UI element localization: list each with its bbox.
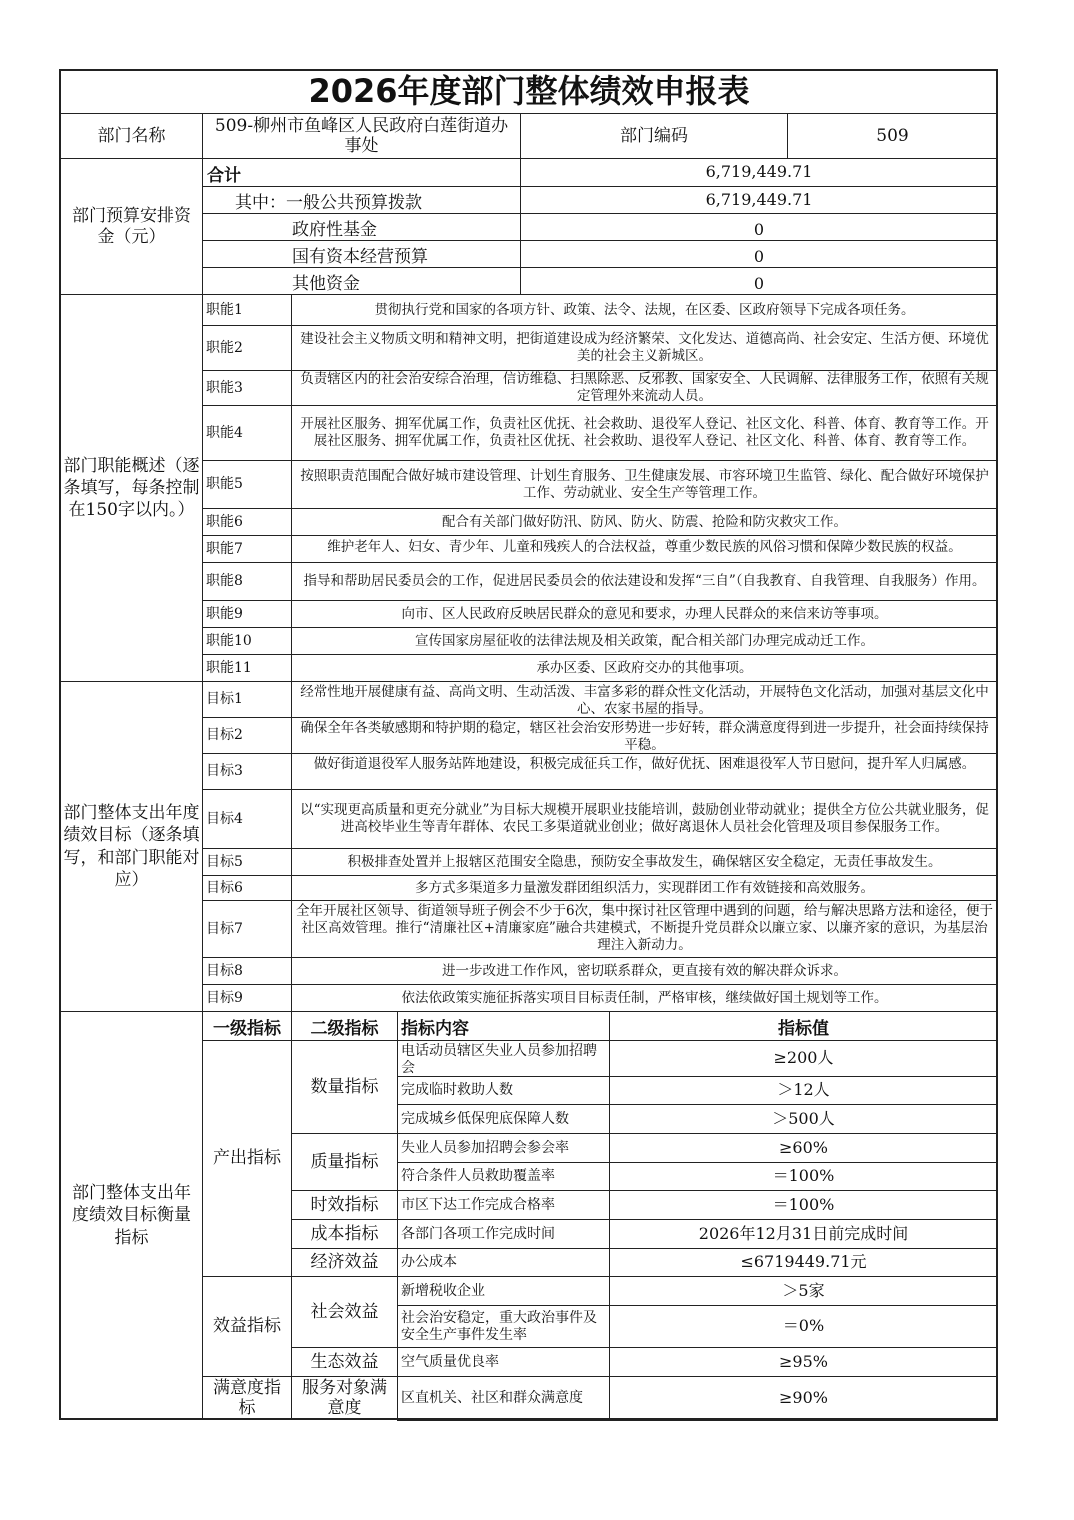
function-text: 维护老年人、妇女、青少年、儿童和残疾人的合法权益，尊重少数民族的风俗习惯和保障少数民族的权益。	[291, 535, 998, 563]
header-content: 指标内容	[397, 1011, 610, 1041]
indicator-value: ≥60%	[609, 1133, 998, 1163]
target-label: 目标5	[202, 848, 292, 876]
dept-name-label: 部门名称	[60, 113, 203, 159]
target-label: 目标7	[202, 900, 292, 958]
targets-section-label: 部门整体支出年度绩效目标（逐条填写，和部门职能对应）	[60, 681, 203, 1012]
indicator-value: ＝100%	[609, 1190, 998, 1220]
indicator-value: 2026年12月31日前完成时间	[609, 1219, 998, 1249]
target-text: 多方式多渠道多力量激发群团组织活力，实现群团工作有效链接和高效服务。	[291, 875, 998, 901]
budget-stateowned-value: 0	[520, 240, 998, 268]
indicator-content: 社会治安稳定，重大政治事件及安全生产事件发生率	[397, 1305, 610, 1348]
target-label: 目标8	[202, 957, 292, 985]
budget-total-label: 合计	[202, 158, 521, 187]
indicator-content: 新增税收企业	[397, 1276, 610, 1306]
function-text: 按照职责范围配合做好城市建设管理、计划生育服务、卫生健康发展、市容环境卫生监管、绿化、配合做好环境保护工作、劳动就业、安全生产等管理工作。	[291, 460, 998, 509]
target-text: 全年开展社区领导、街道领导班子例会不少于6次，集中探讨社区管理中遇到的问题，给与解决思路方法和途径，便于社区高效管理。推行“清廉社区+清廉家庭”融合共建模式，不断提升党员群众以廉立家、以廉齐家的意识，为基层治理注入新动力。	[291, 900, 998, 958]
target-label: 目标4	[202, 789, 292, 849]
budget-stateowned-label: 国有资本经营预算	[202, 240, 521, 268]
target-label: 目标2	[202, 717, 292, 754]
function-label: 职能10	[202, 627, 292, 655]
budget-section-label: 部门预算安排资金（元）	[60, 158, 203, 295]
function-label: 职能3	[202, 370, 292, 406]
budget-total-value: 6,719,449.71	[520, 158, 998, 187]
target-text: 做好街道退役军人服务站阵地建设，积极完成征兵工作，做好优抚、困难退役军人节日慰问，提升军人归属感。	[291, 753, 998, 790]
header-level1: 一级指标	[202, 1011, 292, 1041]
level2-economic: 经济效益	[291, 1248, 398, 1277]
target-label: 目标6	[202, 875, 292, 901]
indicator-value: ＞12人	[609, 1076, 998, 1105]
function-text: 建设社会主义物质文明和精神文明，把街道建设成为经济繁荣、文化发达、道德高尚、社会安定、生活方便、环境优美的社会主义新城区。	[291, 325, 998, 371]
budget-other-label: 其他资金	[202, 267, 521, 295]
indicator-content: 空气质量优良率	[397, 1347, 610, 1377]
indicator-content: 失业人员参加招聘会参会率	[397, 1133, 610, 1163]
target-label: 目标1	[202, 681, 292, 718]
budget-other-value: 0	[520, 267, 998, 295]
indicator-content: 市区下达工作完成合格率	[397, 1190, 610, 1220]
function-text: 贯彻执行党和国家的各项方针、政策、法令、法规，在区委、区政府领导下完成各项任务。	[291, 294, 998, 326]
function-text: 向市、区人民政府反映居民群众的意见和要求，办理人民群众的来信来访等事项。	[291, 600, 998, 628]
indicator-content: 办公成本	[397, 1248, 610, 1277]
indicator-content: 完成临时救助人数	[397, 1076, 610, 1105]
form-title: 2026年度部门整体绩效申报表	[60, 70, 998, 114]
indicators-section-label: 部门整体支出年度绩效目标衡量指标	[60, 1011, 203, 1420]
function-text: 开展社区服务、拥军优属工作，负责社区优抚、社会救助、退役军人登记、社区文化、科普、体育、教育等工作。开展社区服务、拥军优属工作，负责社区优抚、社会救助、退役军人登记、社区文化、科普、体育、教育等工作。	[291, 405, 998, 461]
function-label: 职能5	[202, 460, 292, 509]
budget-general-value: 6,719,449.71	[520, 186, 998, 214]
indicator-value: ≥95%	[609, 1347, 998, 1377]
indicator-value: ＞5家	[609, 1276, 998, 1306]
target-label: 目标9	[202, 984, 292, 1012]
indicator-content: 符合条件人员救助覆盖率	[397, 1162, 610, 1191]
indicator-value: ≤6719449.71元	[609, 1248, 998, 1277]
level2-timeliness: 时效指标	[291, 1190, 398, 1220]
function-text: 承办区委、区政府交办的其他事项。	[291, 654, 998, 682]
function-label: 职能11	[202, 654, 292, 682]
function-label: 职能2	[202, 325, 292, 371]
function-label: 职能8	[202, 562, 292, 601]
function-text: 宣传国家房屋征收的法律法规及相关政策，配合相关部门办理完成动迁工作。	[291, 627, 998, 655]
function-label: 职能4	[202, 405, 292, 461]
indicator-value: ＝100%	[609, 1162, 998, 1191]
indicator-content: 各部门各项工作完成时间	[397, 1219, 610, 1249]
indicator-value: ＝0%	[609, 1305, 998, 1348]
header-level2: 二级指标	[291, 1011, 398, 1041]
level2-quality: 质量指标	[291, 1133, 398, 1191]
function-label: 职能6	[202, 508, 292, 536]
budget-govfund-label: 政府性基金	[202, 213, 521, 241]
indicator-value: ≥200人	[609, 1040, 998, 1077]
level2-social: 社会效益	[291, 1276, 398, 1348]
target-text: 进一步改进工作作风，密切联系群众，更直接有效的解决群众诉求。	[291, 957, 998, 985]
header-value: 指标值	[609, 1011, 998, 1041]
function-text: 配合有关部门做好防汛、防风、防火、防震、抢险和防灾救灾工作。	[291, 508, 998, 536]
level2-service-satisfaction: 服务对象满意度	[291, 1376, 398, 1420]
indicator-value: ＞500人	[609, 1104, 998, 1134]
dept-name-value: 509-柳州市鱼峰区人民政府白莲街道办事处	[202, 113, 521, 159]
indicator-content: 完成城乡低保兜底保障人数	[397, 1104, 610, 1134]
function-text: 负责辖区内的社会治安综合治理，信访维稳、扫黑除恶、反邪教、国家安全、人民调解、法律服务工作，依照有关规定管理外来流动人员。	[291, 370, 998, 406]
target-text: 经常性地开展健康有益、高尚文明、生动活泼、丰富多彩的群众性文化活动，开展特色文化活动，加强对基层文化中心、农家书屋的指导。	[291, 681, 998, 718]
functions-section-label: 部门职能概述（逐条填写，每条控制在150字以内。）	[60, 294, 203, 682]
indicator-content: 电话动员辖区失业人员参加招聘会	[397, 1040, 610, 1077]
dept-code-label: 部门编码	[520, 113, 788, 159]
indicator-value: ≥90%	[609, 1376, 998, 1421]
level2-cost: 成本指标	[291, 1219, 398, 1249]
function-label: 职能7	[202, 535, 292, 563]
function-label: 职能1	[202, 294, 292, 326]
level1-output: 产出指标	[202, 1040, 292, 1277]
level1-satisfaction: 满意度指标	[202, 1376, 292, 1420]
target-text: 确保全年各类敏感期和特护期的稳定，辖区社会治安形势进一步好转，群众满意度得到进一步提升，社会面持续保持平稳。	[291, 717, 998, 754]
dept-code-value: 509	[787, 113, 998, 159]
budget-general-label: 其中：一般公共预算拨款	[202, 186, 521, 214]
target-text: 依法依政策实施征拆落实项目目标责任制，严格审核，继续做好国土规划等工作。	[291, 984, 998, 1012]
function-label: 职能9	[202, 600, 292, 628]
level1-benefit: 效益指标	[202, 1276, 292, 1377]
level2-ecological: 生态效益	[291, 1347, 398, 1377]
indicator-content: 区直机关、社区和群众满意度	[397, 1376, 610, 1421]
function-text: 指导和帮助居民委员会的工作，促进居民委员会的依法建设和发挥“三自”（自我教育、自我管理、自我服务）作用。	[291, 562, 998, 601]
target-text: 积极排查处置并上报辖区范围安全隐患，预防安全事故发生，确保辖区安全稳定，无责任事故发生。	[291, 848, 998, 876]
budget-govfund-value: 0	[520, 213, 998, 241]
target-label: 目标3	[202, 753, 292, 790]
target-text: 以“实现更高质量和更充分就业”为目标大规模开展职业技能培训，鼓励创业带动就业；提供全方位公共就业服务，促进高校毕业生等青年群体、农民工多渠道就业创业；做好离退休人员社会化管理及项目参保服务工作。	[291, 789, 998, 849]
level2-quantity: 数量指标	[291, 1040, 398, 1134]
